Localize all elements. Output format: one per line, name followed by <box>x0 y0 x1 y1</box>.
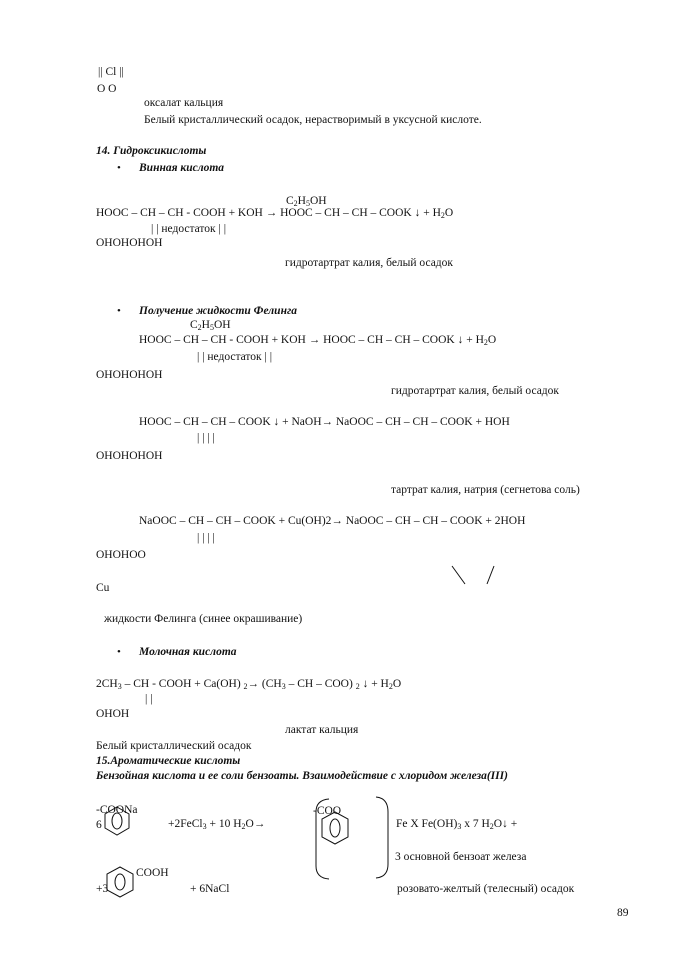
oxalate-label: оксалат кальция <box>144 97 224 109</box>
iron-formula: Fe X $Fe(OH)_3$ x 7 $H_2O↓$ + <box>396 818 518 831</box>
fehling-equation-2: HOOC – CH – CH – COOK ↓ + NaOH→ NaOOC – CH – CH – COOK + HOH <box>139 416 510 428</box>
oxygen-row: O O <box>97 83 117 95</box>
fehling-product-1: гидротартрат калия, белый осадок <box>391 385 559 397</box>
fehling-title: Получение жидкости Фелинга <box>139 305 297 317</box>
tartaric-ohs: OHOHOHOH <box>96 237 163 249</box>
tartaric-product: гидротартрат калия, белый осадок <box>285 257 453 269</box>
lactic-description: Белый кристаллический осадок <box>96 740 252 752</box>
page-number: 89 <box>617 907 629 919</box>
lactic-product: лактат кальция <box>285 724 359 736</box>
fehling-bars-3: | | | | <box>197 532 215 544</box>
tartaric-equation: HOOC – CH – CH - COOH + KOH → HOOC – CH – CH – COOK ↓ + $H_2O$ <box>96 207 454 220</box>
section-15-heading: 15.Ароматические кислоты <box>96 755 241 767</box>
coona-label: -COONa <box>96 804 138 816</box>
fehling-product-2: тартрат калия, натрия (сегнетова соль) <box>391 484 580 496</box>
fehling-ohs-2: OHOHOHOH <box>96 450 163 462</box>
coefficient-six: 6 <box>96 819 102 831</box>
coo-label: -COO <box>313 805 342 817</box>
solvent-label: $C_2H_5OH$ <box>286 195 327 208</box>
cooh-label: COOH <box>136 867 169 879</box>
bullet-icon: • <box>117 305 121 317</box>
oxalate-description: Белый кристаллический осадок, нерастворимый в уксусной кислоте. <box>144 114 482 126</box>
fehling-equation-3: NaOOC – CH – CH – COOK + Cu(OH)2→ NaOOC – CH – CH – COOK + 2HOH <box>139 515 526 527</box>
left-bracket <box>316 799 329 879</box>
reagents: +2FeCl$_3$ + 10 $H_2O\to$ <box>168 818 266 831</box>
fehling-equation-1: HOOC – CH – CH - COOH + KOH → HOOC – CH – CH – COOK ↓ + $H_2O$ <box>139 334 497 347</box>
right-bracket <box>376 797 388 878</box>
bullet-icon: • <box>117 162 121 174</box>
lactic-equation: $2CH_3$ – CH - COOH + Ca(OH) $_2\to (CH_3$ – CH – COO) $_2$ ↓ + $H_2O$ <box>96 678 402 691</box>
copper-label: Cu <box>96 582 110 594</box>
fehling-ohs-3: OHOHOO <box>96 549 146 561</box>
nacl-label: + 6NaCl <box>190 883 230 895</box>
benzene-ring-icon <box>107 867 133 897</box>
section-15-subheading: Бензойная кислота и ее соли бензоаты. Взаимодействие с хлоридом железа(III) <box>96 770 508 782</box>
fehling-solvent: $C_2H_5OH$ <box>190 319 231 332</box>
fehling-bars-1: | | недостаток | | <box>197 351 272 363</box>
fehling-liquid-label: жидкости Фелинга (синее окрашивание) <box>104 613 303 625</box>
bullet-icon: • <box>117 646 121 658</box>
tartaric-title: Винная кислота <box>139 162 225 174</box>
tartaric-bars: | | недостаток | | <box>151 223 226 235</box>
lactic-title: Молочная кислота <box>139 646 237 658</box>
bond-bars-row: || Cl || <box>98 66 124 78</box>
fehling-ohs-1: OHOHOHOH <box>96 369 163 381</box>
lactic-bars: | | <box>145 693 153 705</box>
section-14-heading: 14. Гидроксикислоты <box>96 145 207 157</box>
coefficient-three: +3 <box>96 883 109 895</box>
benzene-ring-icon <box>105 807 129 835</box>
benzene-ring-icon <box>322 812 348 844</box>
lactic-ohs: OHOH <box>96 708 130 720</box>
basic-benzoate-label: 3 основной бензоат железа <box>395 851 527 863</box>
pink-precipitate-label: розовато-желтый (телесный) осадок <box>397 883 575 895</box>
fehling-bars-2: | | | | <box>197 432 215 444</box>
